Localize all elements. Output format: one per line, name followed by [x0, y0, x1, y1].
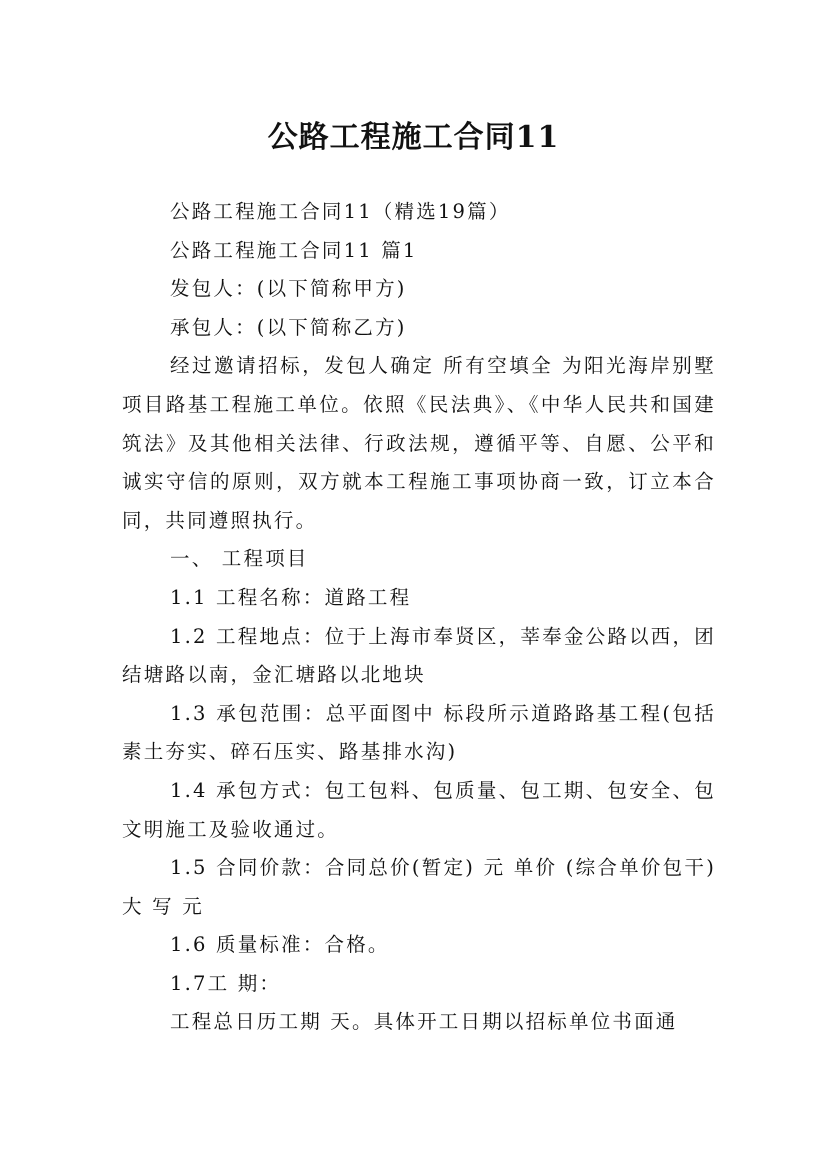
paragraph-duration-heading: 1.7工 期：	[170, 971, 282, 995]
paragraph-party-a: 发包人：(以下简称甲方)	[170, 277, 407, 301]
paragraph-contract-price: 1.5 合同价款：合同总价(暂定) 元 单价 (综合单价包干)大 写 元	[122, 856, 716, 918]
paragraph-section-heading: 公路工程施工合同11 篇1	[170, 238, 418, 262]
paragraph-project-heading: 一、 工程项目	[170, 547, 309, 571]
paragraph-duration-detail: 工程总日历工期 天。具体开工日期以招标单位书面通	[170, 1010, 678, 1034]
paragraph-quality-standard: 1.6 质量标准：合格。	[170, 933, 390, 957]
page-title: 公路工程施工合同11	[267, 120, 560, 156]
document-body	[122, 193, 716, 1042]
paragraph-intro: 经过邀请招标，发包人确定 所有空填全 为阳光海岸别墅项目路基工程施工单位。依照《民法典》、《中华人民共和国建筑法》及其他相关法律、行政法规，遵循平等、自愿、公平和诚实守信的原则，双方就本工程施工事项协商一致，订立本合同，共同遵照执行。	[122, 354, 716, 532]
paragraph-project-name: 1.1 工程名称：道路工程	[170, 585, 412, 609]
paragraph-subtitle: 公路工程施工合同11（精选19篇）	[170, 200, 511, 223]
paragraph-party-b: 承包人：(以下简称乙方)	[170, 315, 407, 339]
paragraph-contract-scope: 1.3 承包范围：总平面图中 标段所示道路路基工程(包括素土夯实、碎石压实、路基排水沟)	[122, 701, 716, 764]
paragraph-project-location: 1.2 工程地点：位于上海市奉贤区，莘奉金公路以西，团结塘路以南，金汇塘路以北地块	[122, 624, 716, 687]
paragraph-contract-method: 1.4 承包方式：包工包料、包质量、包工期、包安全、包文明施工及验收通过。	[122, 778, 716, 841]
